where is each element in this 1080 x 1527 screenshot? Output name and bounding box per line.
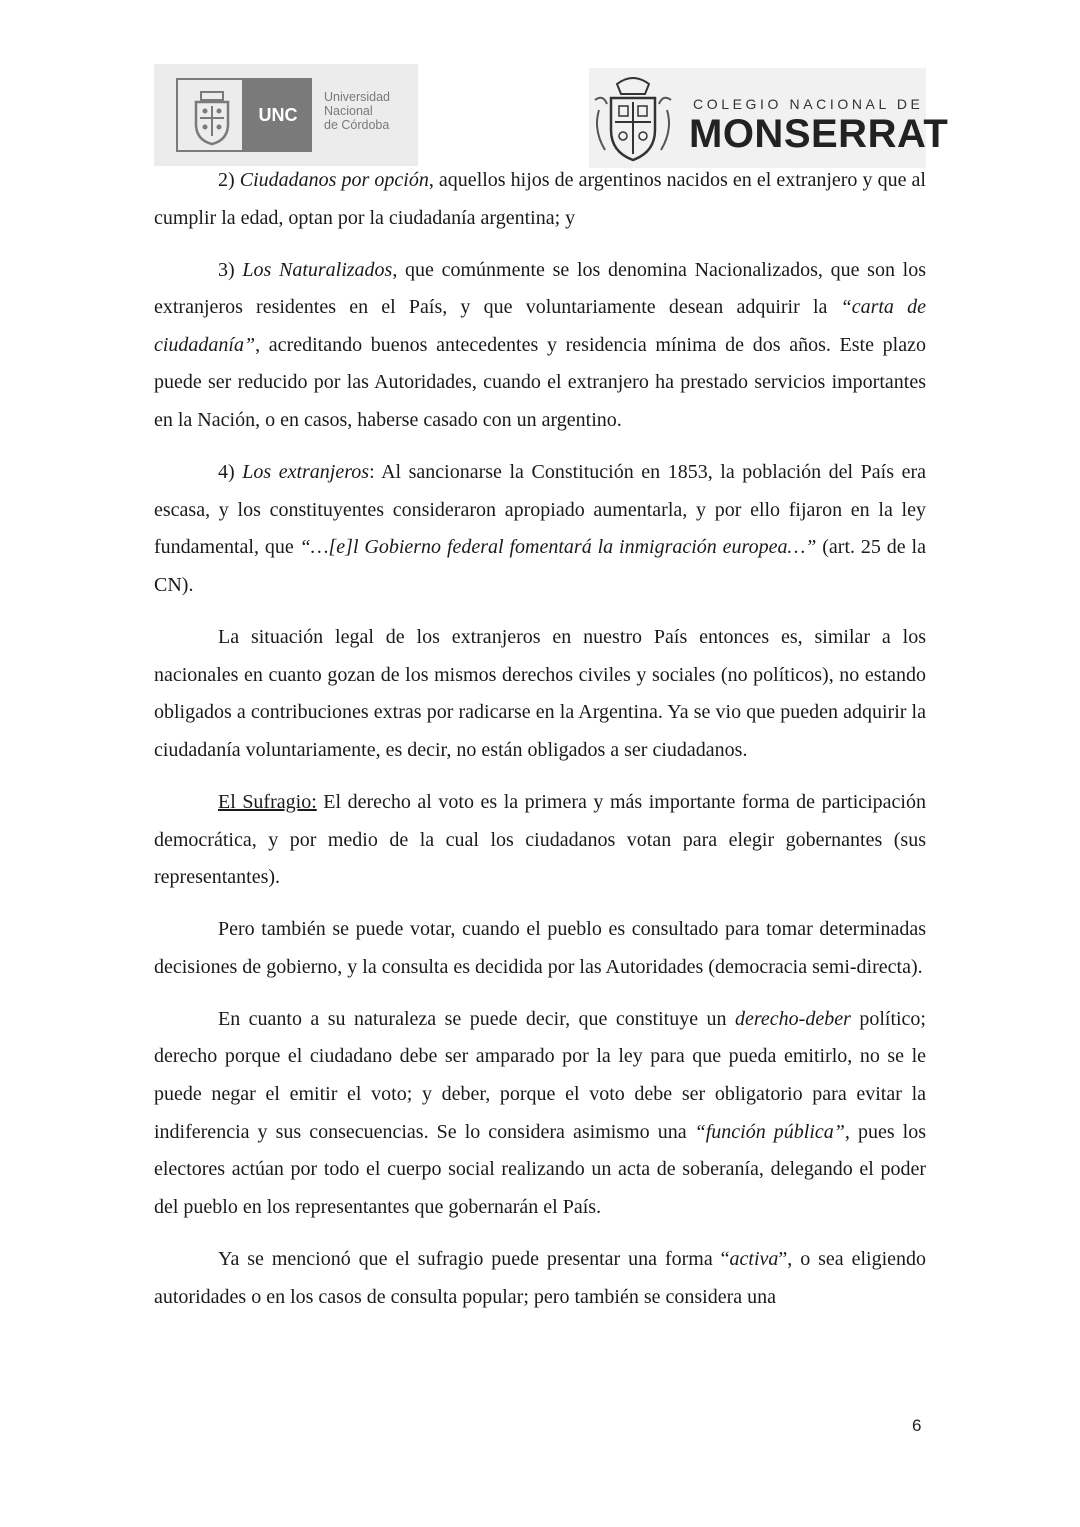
italic-term: Los extranjeros [242,461,370,484]
page-number: 6 [912,1416,922,1435]
italic-term: Ciudadanos por opción [239,169,429,191]
italic-term: derecho-deber [735,1007,851,1030]
monserrat-logo [589,68,949,168]
text-run: , acreditando buenos antecedentes y residencia mínima de dos años. Este plazo puede ser reducido por las Autoridades, cuando el extranjero ha prestado servicios importantes en la Nación, o en casos, haberse casado con un argentino. [154,333,926,432]
paragraph-ciudadanos-por-opcion [154,162,926,237]
text-run: ”, o sea eligiendo autoridades o en los casos de consulta popular; pero también se considera una [154,1247,927,1308]
text-run: 3) [218,258,243,281]
text-run: , aquellos hijos de argentinos nacidos en el extranjero y que al cumplir la edad, optan por la ciudadanía argentina; y [154,169,926,229]
text-run: , que comúnmente se los denomina Nacionalizados, que son los extranjeros residentes en el País, y que voluntariamente desean adquirir la [154,258,926,319]
monserrat-crest-icon [591,70,675,166]
italic-quote: “carta de ciudadanía” [154,296,926,356]
unc-name-line3: de Córdoba [324,118,390,132]
unc-crest-icon [190,88,234,146]
text-run: (art. 25 de la CN). [154,536,926,596]
paragraph-forma-activa [154,1241,926,1316]
monserrat-logo-name: MONSERRAT [689,112,949,156]
paragraph-democracia-semi-directa: Pero también se puede votar, cuando el pueblo es consultado para tomar determinadas decisiones de gobierno, y la consulta es decidida por las Autoridades (democracia semi-directa). [154,918,926,978]
text-run: : Al sancionarse la Constitución en 1853, la población del País era escasa, y los constituyentes consideraron apropiado aumentarla, y por ello fijaron en la ley fundamental, que [154,461,926,559]
monserrat-logo-top: COLEGIO NACIONAL DE [693,96,924,112]
paragraph-situacion-legal: La situación legal de los extranjeros en nuestro País entonces es, similar a los nacionales en cuanto gozan de los mismos derechos civiles y sociales (no políticos), no estando obligados a contribuciones extras por radicarse en la Argentina. Ya se vio que pueden adquirir la ciudadanía voluntariamente, es decir, no están obligados a ser ciudadanos. [154,626,926,761]
unc-abbr: UNC [258,104,298,125]
unc-logo [154,64,418,166]
document-body [154,162,926,1331]
text-run: , pues los electores actúan por todo el cuerpo social realizando un acta de soberanía, delegando el poder del pueblo en los representantes que gobernarán el País. [154,1120,927,1218]
italic-quote: “función pública” [694,1120,845,1143]
text-run: 4) [218,461,243,484]
italic-quote: “…[e]l Gobierno federal fomentará la inmigración europea…” [299,536,817,559]
paragraph-el-sufragio [154,784,926,897]
paragraph-extranjeros [154,454,926,604]
text-run: Ya se mencionó que el sufragio puede presentar una forma “ [218,1247,730,1270]
section-heading-sufragio: El Sufragio: [218,790,317,813]
paragraph-naturaleza [154,1001,926,1227]
unc-name-line1: Universidad [324,90,391,104]
italic-term: activa [729,1247,779,1270]
unc-crest-box [176,78,244,152]
text-run: En cuanto a su naturaleza se puede decir, que constituye un [218,1007,735,1030]
text-run: El derecho al voto es la primera y más importante forma de participación democrática, y por medio de la cual los ciudadanos votan para elegir gobernantes (sus representantes). [154,790,926,889]
italic-term: Los Naturalizados [242,258,393,281]
page-header [0,0,1080,170]
unc-name [324,90,390,132]
unc-name-line2: Nacional [324,104,373,118]
text-run: político; derecho porque el ciudadano debe ser amparado por la ley para que pueda emitirlo, no se le puede negar el emitir el voto; y deber, porque el voto debe ser obligatorio para evitar la indiferencia y sus consecuencias. Se lo considera asimismo una [154,1007,926,1143]
text-run: 2) [218,169,240,191]
paragraph-naturalizados [154,252,926,440]
